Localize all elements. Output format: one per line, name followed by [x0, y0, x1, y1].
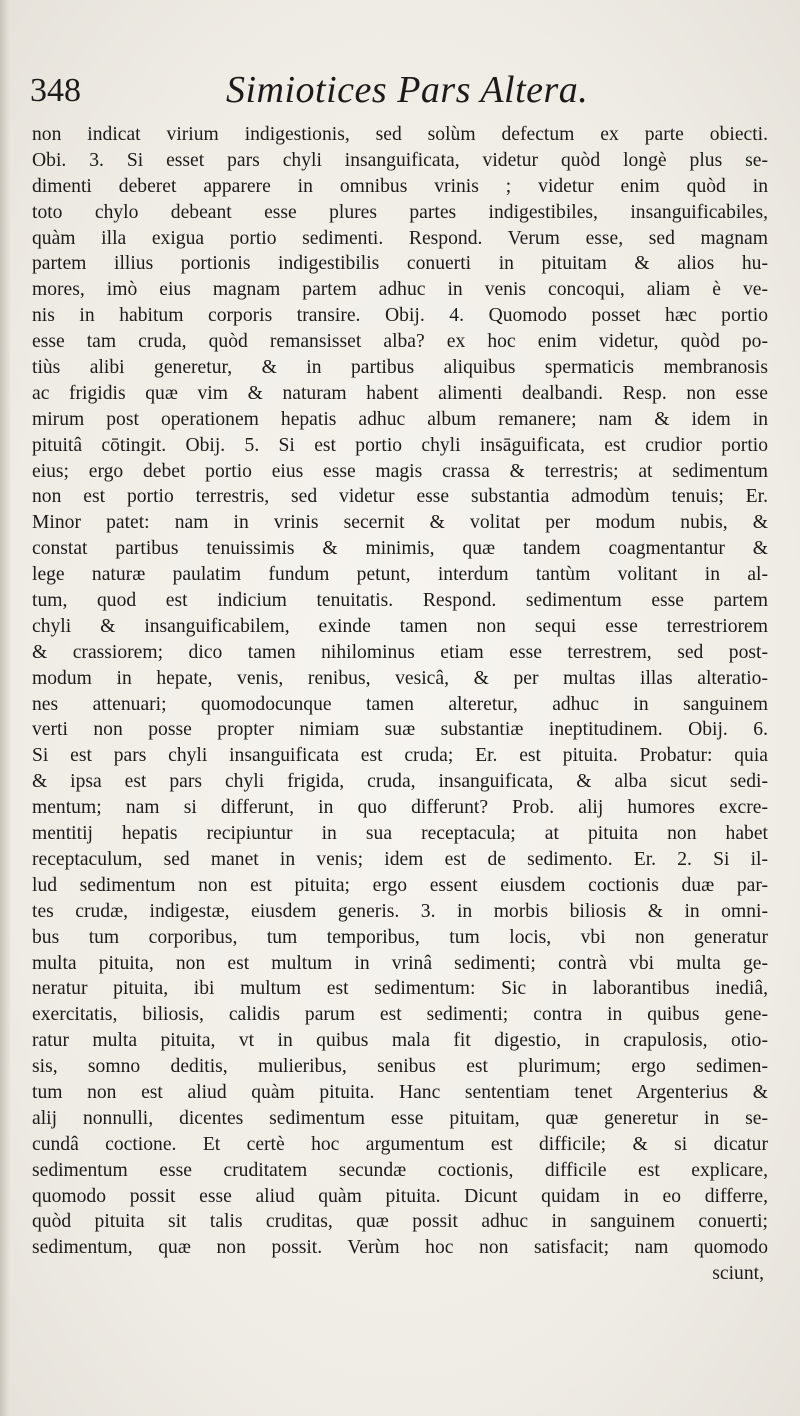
- text-line: tum, quod est indicium tenuitatis. Respond. sedimentum esse partem: [32, 590, 768, 612]
- text-line: lege naturæ paulatim fundum petunt, interdum tantùm volitant in al-: [32, 564, 768, 586]
- running-title: Simiotices Pars Altera.: [226, 69, 589, 111]
- page-gutter-shadow: [0, 0, 10, 1416]
- text-line: mentitij hepatis recipiuntur in sua receptacula; at pituita non habet: [32, 823, 768, 845]
- text-line: pituitâ cōtingit. Obij. 5. Si est portio chyli insāguificata, est crudior portio: [32, 434, 768, 456]
- text-line: sis, somno deditis, mulieribus, senibus est plurimum; ergo sedimen-: [32, 1056, 768, 1078]
- text-line: non indicat virium indigestionis, sed solùm defectum ex parte obiecti.: [32, 124, 768, 145]
- text-line: ac frigidis quæ vim & naturam habent alimenti dealbandi. Resp. non esse: [32, 382, 768, 404]
- text-line: tes crudæ, indigestæ, eiusdem generis. 3. in morbis biliosis & in omni-: [32, 900, 768, 922]
- text-line: & crassiorem; dico tamen nihilominus etiam esse terrestrem, sed post-: [32, 641, 768, 663]
- text-line: esse tam cruda, quòd remansisset alba? ex hoc enim videtur, quòd po-: [32, 331, 768, 353]
- text-line: nis in habitum corporis transire. Obij. 4. Quomodo posset hæc portio: [32, 305, 768, 327]
- text-line: sedimentum, quæ non possit. Verùm hoc non satisfacit; nam quomodo: [32, 1237, 768, 1259]
- text-line: multa pituita, non est multum in vrinâ sedimenti; contrà vbi multa ge-: [32, 952, 768, 974]
- text-line: mentum; nam si differunt, in quo differunt? Prob. alij humores excre-: [32, 797, 768, 819]
- text-line: verti non posse propter nimiam suæ substantiæ ineptitudinem. Obij. 6.: [32, 719, 768, 741]
- text-line: receptaculum, sed manet in venis; idem est de sedimento. Er. 2. Si il-: [32, 848, 768, 870]
- text-line: dimenti deberet apparere in omnibus vrinis ; videtur enim quòd in: [32, 175, 768, 197]
- text-line: mirum post operationem hepatis adhuc album remanere; nam & idem in: [32, 408, 768, 430]
- text-line: nes attenuari; quomodocunque tamen alteretur, adhuc in sanguinem: [32, 693, 768, 715]
- page-number: 348: [30, 72, 81, 109]
- text-line: tum non est aliud quàm pituita. Hanc sententiam tenet Argenterius &: [32, 1081, 768, 1103]
- text-line: tiùs alibi generetur, & in partibus aliquibus spermaticis membranosis: [32, 357, 768, 379]
- text-line: sedimentum esse cruditatem secundæ coctionis, difficile est explicare,: [32, 1159, 768, 1181]
- body-text: [32, 122, 768, 1287]
- text-line: non est portio terrestris, sed videtur esse substantia admodùm tenuis; Er.: [32, 486, 768, 508]
- text-line: Minor patet: nam in vrinis secernit & volitat per modum nubis, &: [32, 512, 768, 534]
- page-header: [30, 68, 770, 116]
- text-line: partem illius portionis indigestibilis conuerti in pituitam & alios hu-: [32, 253, 768, 275]
- text-line: neratur pituita, ibi multum est sedimentum: Sic in laborantibus inediâ,: [32, 978, 768, 1000]
- text-line: constat partibus tenuissimis & minimis, quæ tandem coagmentantur &: [32, 538, 768, 560]
- text-line: quàm illa exigua portio sedimenti. Respond. Verum esse, sed magnam: [32, 227, 768, 249]
- text-line: sciunt,: [712, 1263, 764, 1285]
- text-line: exercitatis, biliosis, calidis parum est sedimenti; contra in quibus gene-: [32, 1004, 768, 1026]
- text-line: toto chylo debeant esse plures partes indigestibiles, insanguificabiles,: [32, 201, 768, 223]
- text-line: modum in hepate, venis, renibus, vesicâ, & per multas illas alteratio-: [32, 667, 768, 689]
- text-line: eius; ergo debet portio eius esse magis crassa & terrestris; at sedimentum: [32, 460, 768, 482]
- text-line: lud sedimentum non est pituita; ergo essent eiusdem coctionis duæ par-: [32, 874, 768, 896]
- text-line: Obi. 3. Si esset pars chyli insanguificata, videtur quòd longè plus se-: [32, 149, 768, 171]
- text-line: ratur multa pituita, vt in quibus mala fit digestio, in crapulosis, otio-: [32, 1030, 768, 1052]
- text-line: quòd pituita sit talis cruditas, quæ possit adhuc in sanguinem conuerti;: [32, 1211, 768, 1233]
- text-line: & ipsa est pars chyli frigida, cruda, insanguificata, & alba sicut sedi-: [32, 771, 768, 793]
- text-line: bus tum corporibus, tum temporibus, tum locis, vbi non generatur: [32, 926, 768, 948]
- text-line: chyli & insanguificabilem, exinde tamen non sequi esse terrestriorem: [32, 615, 768, 637]
- text-line: mores, imò eius magnam partem adhuc in venis concoqui, aliam è ve-: [32, 279, 768, 301]
- text-line: quomodo possit esse aliud quàm pituita. Dicunt quidam in eo differre,: [32, 1185, 768, 1207]
- text-line: Si est pars chyli insanguificata est cruda; Er. est pituita. Probatur: quia: [32, 745, 768, 767]
- text-line: cundâ coctione. Et certè hoc argumentum est difficile; & si dicatur: [32, 1133, 768, 1155]
- text-line: alij nonnulli, dicentes sedimentum esse pituitam, quæ generetur in se-: [32, 1107, 768, 1129]
